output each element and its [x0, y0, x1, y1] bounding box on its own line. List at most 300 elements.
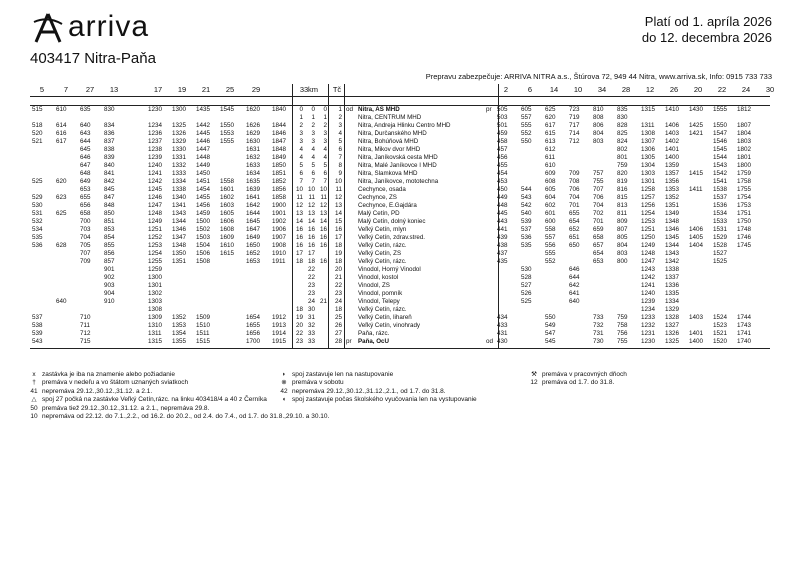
- departure-time: 1900: [272, 202, 287, 209]
- departure-time: 1328: [665, 314, 680, 321]
- departure-time: 543: [32, 338, 43, 345]
- departure-time: 1337: [665, 274, 680, 281]
- departure-time: 1524: [713, 314, 728, 321]
- departure-time: 1840: [272, 106, 287, 113]
- departure-time: 605: [545, 186, 556, 193]
- km-value: 32: [307, 322, 315, 329]
- departure-time: 703: [80, 226, 91, 233]
- departure-time: 1545: [220, 106, 235, 113]
- stop-name: Paňa, rázc.: [358, 330, 390, 337]
- tc-value: 4: [338, 130, 342, 137]
- departure-time: 1351: [665, 202, 680, 209]
- departure-time: 709: [569, 170, 580, 177]
- departure-time: 1359: [665, 162, 680, 169]
- departure-time: 550: [545, 314, 556, 321]
- departure-time: 505: [497, 106, 508, 113]
- departure-time: 755: [617, 338, 628, 345]
- departure-time: 1626: [246, 122, 261, 129]
- departure-time: 1606: [220, 218, 235, 225]
- tc-value: 1: [338, 106, 342, 113]
- departure-time: 1550: [220, 122, 235, 129]
- departure-time: 1353: [665, 186, 680, 193]
- km-value: [316, 274, 327, 282]
- departure-time: 1411: [689, 186, 703, 193]
- departure-time: 600: [545, 218, 556, 225]
- operator-info: Prepravu zabezpečuje: ARRIVA NITRA a.s., Štúrova 72, 949 44 Nitra, www.arriva.sk, Info: 0915 733 733: [425, 72, 772, 81]
- departure-time: 1442: [196, 122, 211, 129]
- tc-value: 21: [334, 274, 342, 281]
- km-value: 10: [307, 186, 315, 193]
- departure-time: 1529: [713, 234, 728, 241]
- departure-time: 807: [617, 226, 628, 233]
- km-value: 2: [323, 122, 327, 129]
- departure-time: 1425: [689, 122, 704, 129]
- km-value: 3: [311, 130, 315, 137]
- departure-time: 1543: [713, 162, 728, 169]
- departure-time: 610: [56, 106, 67, 113]
- departure-time: 715: [80, 338, 91, 345]
- timetable: [30, 84, 775, 364]
- departure-time: 609: [545, 170, 556, 177]
- departure-time: 1334: [665, 298, 680, 305]
- km-value: 13: [307, 210, 315, 217]
- departure-time: 1404: [689, 242, 704, 249]
- departure-time: 1352: [665, 194, 680, 201]
- stop-name: Vinodol, Horný Vinodol: [358, 266, 421, 273]
- stop-name: Nitra, Janíkovce, mototechna: [358, 178, 439, 185]
- departure-time: 1356: [665, 178, 680, 185]
- departure-time: 659: [593, 226, 604, 233]
- km-value: 3: [323, 130, 327, 137]
- departure-time: 434: [497, 314, 508, 321]
- departure-time: 701: [569, 202, 580, 209]
- departure-time: 1528: [713, 242, 728, 249]
- departure-time: 1239: [148, 154, 163, 161]
- departure-time: 1759: [737, 170, 752, 177]
- departure-time: 839: [104, 154, 115, 161]
- departure-time: 612: [545, 146, 556, 153]
- departure-time: 1802: [737, 146, 752, 153]
- brand-name: arriva: [68, 10, 150, 43]
- departure-time: 1251: [641, 226, 656, 233]
- legend-symbol: ◗: [282, 371, 286, 378]
- tc-value: 18: [334, 242, 342, 249]
- departure-time: 730: [593, 338, 604, 345]
- departure-time: 1755: [737, 186, 752, 193]
- departure-time: 1642: [246, 202, 261, 209]
- departure-time: 459: [497, 130, 508, 137]
- departure-time: 1241: [641, 282, 656, 289]
- km-value: [316, 250, 327, 258]
- departure-time: 1346: [665, 226, 680, 233]
- trip-number: 17: [153, 85, 163, 94]
- trip-number: 5: [39, 85, 45, 94]
- departure-time: 538: [32, 322, 43, 329]
- km-value: 12: [319, 202, 327, 209]
- departure-time: 646: [569, 266, 580, 273]
- departure-time: 1508: [196, 258, 211, 265]
- departure-time: 1303: [148, 298, 163, 305]
- departure-time: 1602: [220, 194, 235, 201]
- km-value: 1: [323, 114, 327, 121]
- departure-time: 719: [569, 114, 580, 121]
- departure-time: 652: [569, 226, 580, 233]
- departure-time: 1856: [272, 186, 287, 193]
- departure-time: 811: [617, 210, 628, 217]
- trip-number: 20: [693, 85, 703, 94]
- departure-time: 648: [80, 170, 91, 177]
- departure-time: 1455: [196, 194, 211, 201]
- departure-time: 1301: [148, 282, 163, 289]
- km-value: [292, 290, 303, 298]
- km-value: [316, 322, 327, 330]
- departure-time: 1531: [713, 226, 728, 233]
- departure-time: 1511: [196, 330, 210, 337]
- tc-header: Tč: [332, 85, 342, 94]
- km-value: 10: [295, 186, 303, 193]
- km-value: 3: [311, 138, 315, 145]
- km-value: 16: [307, 226, 315, 233]
- departure-time: 1644: [246, 210, 261, 217]
- departure-time: 1915: [272, 338, 287, 345]
- departure-time: 1246: [148, 194, 163, 201]
- departure-time: 601: [545, 210, 556, 217]
- departure-time: 529: [32, 194, 43, 201]
- departure-time: 1234: [641, 306, 656, 313]
- tc-value: 12: [334, 194, 342, 201]
- departure-time: 528: [521, 274, 532, 281]
- departure-time: 1401: [689, 330, 704, 337]
- trip-number: 6: [527, 85, 533, 94]
- tc-value: 18: [334, 306, 342, 313]
- departure-time: 1448: [196, 154, 211, 161]
- departure-time: 837: [104, 138, 115, 145]
- departure-time: 1308: [641, 130, 656, 137]
- departure-time: 1653: [246, 258, 261, 265]
- departure-time: 1506: [196, 250, 211, 257]
- departure-time: 1656: [246, 330, 261, 337]
- departure-time: 1631: [246, 146, 261, 153]
- departure-time: 1255: [148, 258, 163, 265]
- departure-time: 1533: [713, 218, 728, 225]
- departure-time: 809: [617, 218, 628, 225]
- departure-time: 445: [497, 210, 508, 217]
- direction-mark: pr: [346, 338, 352, 345]
- departure-time: 1534: [713, 210, 728, 217]
- km-value: 5: [311, 162, 315, 169]
- tc-value: 9: [338, 170, 342, 177]
- departure-time: 1509: [196, 314, 211, 321]
- departure-time: 1242: [148, 178, 163, 185]
- departure-time: 605: [521, 106, 532, 113]
- departure-time: 653: [593, 258, 604, 265]
- departure-time: 555: [545, 250, 556, 257]
- departure-time: 1449: [196, 162, 211, 169]
- km-value: 2: [299, 122, 303, 129]
- departure-time: 1632: [246, 154, 261, 161]
- departure-time: 443: [497, 218, 508, 225]
- departure-time: 641: [569, 290, 580, 297]
- departure-time: 1350: [172, 250, 187, 257]
- departure-time: 904: [104, 290, 115, 297]
- departure-time: 1241: [148, 170, 163, 177]
- departure-time: 545: [545, 338, 556, 345]
- departure-time: 1343: [665, 250, 680, 257]
- departure-time: 616: [56, 130, 67, 137]
- stop-name: Čechynce, osada: [358, 186, 406, 193]
- departure-time: 1231: [641, 330, 656, 337]
- departure-time: 625: [545, 106, 556, 113]
- departure-time: 645: [80, 146, 91, 153]
- departure-time: 608: [545, 178, 556, 185]
- km-value: [316, 282, 327, 290]
- legend-text: spoj zastavuje len na nastupovanie: [292, 371, 394, 378]
- km-value: 7: [311, 178, 315, 185]
- km-value: 14: [295, 218, 303, 225]
- departure-time: 655: [80, 194, 91, 201]
- departure-time: 623: [56, 194, 67, 201]
- departure-time: 1500: [196, 218, 211, 225]
- departure-time: 1248: [641, 250, 656, 257]
- departure-time: 732: [593, 322, 604, 329]
- departure-time: 439: [497, 234, 508, 241]
- departure-time: 816: [617, 186, 628, 193]
- departure-time: 653: [80, 186, 91, 193]
- departure-time: 1848: [272, 146, 287, 153]
- departure-time: 1908: [272, 242, 287, 249]
- km-value: 16: [319, 258, 327, 265]
- departure-time: 557: [545, 234, 556, 241]
- legend-symbol: x: [32, 371, 36, 378]
- departure-time: 435: [497, 258, 508, 265]
- departure-time: 1538: [713, 186, 728, 193]
- departure-time: 853: [104, 226, 115, 233]
- km-value: 6: [299, 170, 303, 177]
- departure-time: 457: [497, 146, 508, 153]
- departure-time: 820: [617, 170, 628, 177]
- departure-time: 1345: [665, 234, 680, 241]
- tc-value: 7: [338, 154, 342, 161]
- departure-time: 805: [617, 234, 628, 241]
- departure-time: 901: [104, 266, 115, 273]
- departure-time: 642: [569, 282, 580, 289]
- departure-time: 1758: [737, 178, 752, 185]
- km-value: [316, 330, 327, 338]
- trip-number: [270, 84, 294, 96]
- tc-value: 14: [334, 210, 342, 217]
- tc-value: 2: [338, 114, 342, 121]
- departure-time: 1609: [220, 234, 235, 241]
- departure-time: 555: [521, 122, 532, 129]
- departure-time: 803: [617, 250, 628, 257]
- departure-time: 1326: [665, 330, 680, 337]
- departure-time: 1344: [665, 242, 680, 249]
- departure-time: 628: [56, 242, 67, 249]
- departure-time: 1546: [713, 138, 728, 145]
- km-value: [316, 314, 327, 322]
- departure-time: 824: [617, 138, 628, 145]
- departure-time: 1357: [665, 170, 680, 177]
- departure-time: 1641: [246, 194, 261, 201]
- departure-time: 433: [497, 322, 508, 329]
- departure-time: 640: [569, 298, 580, 305]
- departure-time: 1608: [220, 226, 235, 233]
- departure-time: 850: [104, 210, 115, 217]
- departure-time: 1315: [148, 338, 163, 345]
- departure-time: 704: [593, 202, 604, 209]
- departure-time: 437: [497, 250, 508, 257]
- departure-time: 1520: [713, 338, 728, 345]
- departure-time: 1307: [641, 138, 656, 145]
- tc-value: 23: [334, 290, 342, 297]
- departure-time: 537: [32, 314, 43, 321]
- departure-time: 714: [569, 130, 580, 137]
- departure-time: 1257: [641, 194, 656, 201]
- departure-time: 1741: [737, 330, 752, 337]
- departure-time: 518: [32, 122, 43, 129]
- km-value: 16: [319, 234, 327, 241]
- departure-time: 527: [521, 282, 532, 289]
- departure-time: 521: [32, 138, 43, 145]
- departure-time: 712: [80, 330, 91, 337]
- legend-symbol: ◖: [282, 396, 286, 404]
- legend-item: [30, 413, 450, 421]
- departure-time: 658: [593, 234, 604, 241]
- departure-time: 503: [497, 114, 508, 121]
- legend-text: zastávka je iba na znamenie alebo požiadanie: [42, 371, 175, 378]
- departure-time: 640: [80, 122, 91, 129]
- departure-time: 1333: [172, 170, 187, 177]
- km-value: 31: [307, 314, 315, 321]
- departure-time: 614: [56, 122, 67, 129]
- departure-time: 1254: [641, 210, 656, 217]
- km-value: 3: [299, 138, 303, 145]
- km-value: 5: [323, 162, 327, 169]
- departure-time: 1901: [272, 210, 287, 217]
- departure-time: 1248: [148, 210, 163, 217]
- departure-time: 537: [521, 226, 532, 233]
- departure-time: 838: [104, 146, 115, 153]
- km-value: 16: [307, 242, 315, 249]
- tc-value: 13: [334, 202, 342, 209]
- departure-time: 1401: [665, 146, 680, 153]
- tc-value: 22: [334, 282, 342, 289]
- departure-time: 1639: [246, 186, 261, 193]
- km-value: 21: [319, 298, 327, 305]
- departure-time: 1521: [713, 330, 728, 337]
- legend-item: [530, 371, 800, 379]
- legend-symbol: 12: [530, 379, 538, 387]
- departure-time: 535: [32, 234, 43, 241]
- tc-value: 18: [334, 258, 342, 265]
- departure-time: 1748: [737, 226, 752, 233]
- departure-time: 1240: [148, 162, 163, 169]
- departure-time: 647: [80, 162, 91, 169]
- departure-time: 1645: [246, 218, 261, 225]
- departure-time: 813: [617, 202, 628, 209]
- departure-time: 430: [497, 338, 508, 345]
- departure-time: 1301: [641, 178, 656, 185]
- departure-time: 1542: [713, 170, 728, 177]
- trip-number: 29: [251, 85, 261, 94]
- departure-time: 1233: [641, 314, 656, 321]
- departure-time: 717: [569, 122, 580, 129]
- departure-time: 1247: [148, 202, 163, 209]
- tc-value: 25: [334, 314, 342, 321]
- departure-time: 625: [56, 210, 67, 217]
- departure-time: 910: [104, 298, 115, 305]
- departure-time: 711: [80, 322, 91, 329]
- departure-time: 848: [104, 202, 115, 209]
- stop-name: Veľký Cetín, mlyn: [358, 226, 407, 233]
- departure-time: 1346: [172, 226, 187, 233]
- trip-number: 21: [201, 85, 211, 94]
- departure-time: 1647: [246, 226, 261, 233]
- legend-text: spoj zastavuje počas školského vyučovania len na vystupovanie: [292, 396, 477, 404]
- departure-time: 1253: [641, 218, 656, 225]
- departure-time: 702: [593, 210, 604, 217]
- trip-number: 12: [645, 85, 655, 94]
- departure-time: 707: [593, 186, 604, 193]
- departure-time: 1421: [689, 130, 704, 137]
- departure-time: 704: [80, 234, 91, 241]
- departure-time: 1331: [172, 154, 187, 161]
- legend-symbol: 42: [280, 387, 288, 395]
- departure-time: 657: [593, 242, 604, 249]
- departure-time: 1336: [665, 282, 680, 289]
- km-value: 11: [296, 194, 303, 201]
- departure-time: 1502: [196, 226, 211, 233]
- departure-time: 539: [32, 330, 43, 337]
- departure-time: 454: [497, 170, 508, 177]
- km-value: [292, 282, 303, 290]
- departure-time: 1259: [148, 266, 163, 273]
- departure-time: 808: [593, 114, 604, 121]
- km-value: [316, 266, 327, 274]
- trip-number: 25: [225, 85, 235, 94]
- departure-time: 806: [593, 122, 604, 129]
- departure-time: 613: [545, 138, 556, 145]
- departure-time: 552: [545, 258, 556, 265]
- legend-item: [280, 388, 700, 396]
- departure-time: 1634: [246, 170, 261, 177]
- km-value: 16: [295, 234, 303, 241]
- departure-time: 448: [497, 202, 508, 209]
- departure-time: 1844: [272, 122, 287, 129]
- departure-time: 756: [617, 330, 628, 337]
- km-value: 16: [295, 226, 303, 233]
- departure-time: 557: [521, 114, 532, 121]
- tc-value: 6: [338, 146, 342, 153]
- departure-time: 1335: [665, 290, 680, 297]
- stop-name: Veľký Cetín, vinohrady: [358, 322, 420, 329]
- departure-time: 1332: [172, 162, 187, 169]
- departure-time: 654: [569, 218, 580, 225]
- departure-time: 1403: [665, 130, 680, 137]
- km-value: 22: [295, 330, 303, 337]
- km-value: 18: [295, 258, 303, 265]
- departure-time: 1306: [641, 146, 656, 153]
- departure-time: 1230: [148, 106, 163, 113]
- departure-time: 830: [617, 114, 628, 121]
- departure-time: 1300: [172, 106, 187, 113]
- km-header: km: [308, 85, 318, 94]
- departure-time: 705: [80, 242, 91, 249]
- departure-time: 602: [545, 202, 556, 209]
- departure-time: 1504: [196, 242, 211, 249]
- legend-symbol: †: [32, 379, 36, 387]
- departure-time: 1536: [713, 202, 728, 209]
